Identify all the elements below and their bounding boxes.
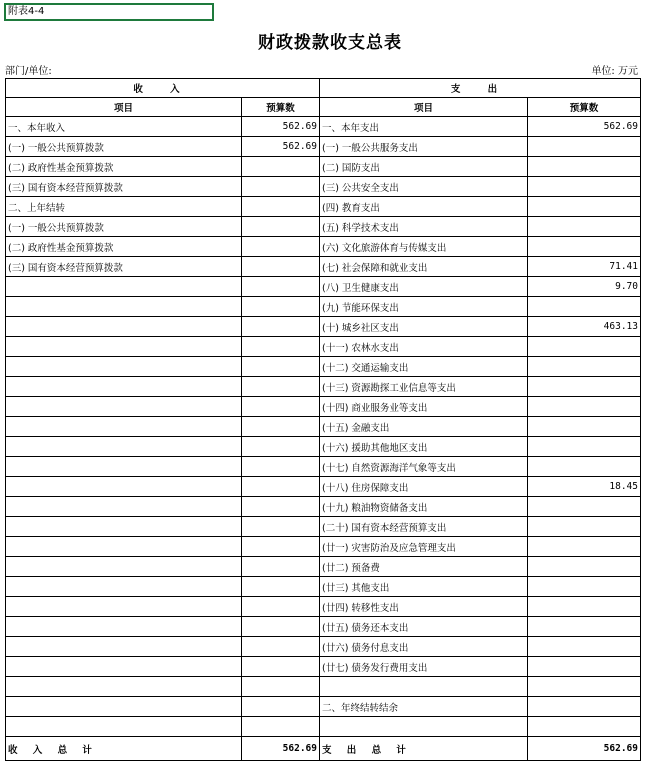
expense-value-cell[interactable] [528,657,641,677]
expense-value-cell[interactable] [528,397,641,417]
table-row [6,257,641,277]
expense-value-cell[interactable] [528,197,641,217]
income-item-cell[interactable]: (三) 国有资本经营预算拨款 [6,177,242,197]
income-item-cell[interactable] [6,457,242,477]
expense-item-cell[interactable]: (廿一) 灾害防治及应急管理支出 [320,537,528,557]
table-row [6,277,641,297]
expense-item-cell[interactable]: (十四) 商业服务业等支出 [320,397,528,417]
expense-value-cell[interactable] [528,177,641,197]
table-row [6,477,641,497]
income-value-cell[interactable] [242,337,320,357]
income-budget-header: 预算数 [242,98,320,117]
income-item-cell[interactable] [6,717,242,737]
expense-item-cell[interactable]: 一、本年支出 [320,117,528,137]
income-item-cell[interactable] [6,297,242,317]
expense-value-cell[interactable] [528,357,641,377]
income-value-cell[interactable] [242,417,320,437]
expense-value-cell[interactable] [528,377,641,397]
expense-item-cell[interactable] [320,717,528,737]
income-item-cell[interactable] [6,337,242,357]
expense-item-cell[interactable]: (二) 国防支出 [320,157,528,177]
table-row [6,397,641,417]
budget-table [5,78,641,761]
income-item-cell[interactable]: 二、上年结转 [6,197,242,217]
income-value-cell[interactable] [242,597,320,617]
income-value-cell[interactable] [242,717,320,737]
table-row [6,517,641,537]
income-item-cell[interactable] [6,277,242,297]
income-item-cell[interactable] [6,697,242,717]
total-income-value[interactable]: 562.69 [242,737,320,761]
income-value-cell[interactable] [242,577,320,597]
income-item-cell[interactable] [6,477,242,497]
income-value-cell[interactable] [242,497,320,517]
income-item-cell[interactable] [6,557,242,577]
expense-item-cell[interactable]: (一) 一般公共服务支出 [320,137,528,157]
expense-item-cell[interactable]: (廿三) 其他支出 [320,577,528,597]
page-title: 财政拨款收支总表 [258,33,402,53]
income-item-cell[interactable] [6,377,242,397]
income-value-cell[interactable] [242,257,320,277]
income-item-cell[interactable]: (二) 政府性基金预算拨款 [6,237,242,257]
unit-label: 单位: 万元 [591,66,638,77]
income-item-header: 项目 [6,98,242,117]
expense-item-cell[interactable]: (廿四) 转移性支出 [320,597,528,617]
income-value-cell[interactable] [242,397,320,417]
expense-value-cell[interactable]: 9.70 [528,277,641,297]
table-row [6,157,641,177]
expense-item-cell[interactable]: (四) 教育支出 [320,197,528,217]
income-item-cell[interactable] [6,677,242,697]
expense-value-cell[interactable] [528,237,641,257]
income-value-cell[interactable]: 562.69 [242,137,320,157]
table-row [6,537,641,557]
expense-value-cell[interactable] [528,557,641,577]
expense-value-cell[interactable] [528,297,641,317]
dept-label: 部门/单位: [5,66,52,77]
expense-value-cell[interactable] [528,577,641,597]
expense-item-cell[interactable]: (廿二) 预备费 [320,557,528,577]
income-value-cell[interactable] [242,357,320,377]
income-value-cell[interactable] [242,697,320,717]
income-item-cell[interactable] [6,437,242,457]
expense-value-cell[interactable] [528,137,641,157]
expense-value-cell[interactable] [528,457,641,477]
expense-value-cell[interactable] [528,497,641,517]
table-row [6,597,641,617]
income-value-cell[interactable] [242,557,320,577]
expense-value-cell[interactable] [528,697,641,717]
expense-value-cell[interactable] [528,637,641,657]
expense-value-cell[interactable] [528,157,641,177]
income-item-cell[interactable] [6,517,242,537]
table-row [6,137,641,157]
table-row [6,637,641,657]
expense-value-cell[interactable] [528,517,641,537]
table-row [6,717,641,737]
income-value-cell[interactable]: 562.69 [242,117,320,137]
expense-value-cell[interactable] [528,597,641,617]
table-row [6,657,641,677]
expense-item-cell[interactable]: (十) 城乡社区支出 [320,317,528,337]
table-row [6,117,641,137]
income-value-cell[interactable] [242,297,320,317]
expense-value-cell[interactable]: 18.45 [528,477,641,497]
expense-value-cell[interactable] [528,337,641,357]
income-value-cell[interactable] [242,517,320,537]
table-row [6,377,641,397]
table-row [6,497,641,517]
income-item-cell[interactable] [6,357,242,377]
expense-item-cell[interactable]: (五) 科学技术支出 [320,217,528,237]
total-income-label[interactable]: 收 入 总 计 [6,737,242,761]
income-item-cell[interactable] [6,497,242,517]
income-header: 收 入 [6,79,320,98]
expense-item-cell[interactable]: (三) 公共安全支出 [320,177,528,197]
expense-value-cell[interactable] [528,617,641,637]
expense-item-cell[interactable]: (九) 节能环保支出 [320,297,528,317]
income-item-cell[interactable] [6,317,242,337]
table-row [6,237,641,257]
expense-item-cell[interactable]: (七) 社会保障和就业支出 [320,257,528,277]
income-value-cell[interactable] [242,617,320,637]
income-value-cell[interactable] [242,277,320,297]
expense-header: 支 出 [320,79,641,98]
income-value-cell[interactable] [242,657,320,677]
table-row [6,337,641,357]
income-item-cell[interactable] [6,597,242,617]
table-row [6,297,641,317]
expense-budget-header: 预算数 [528,98,641,117]
expense-item-cell[interactable]: (十一) 农林水支出 [320,337,528,357]
table-row [6,557,641,577]
income-item-cell[interactable]: (二) 政府性基金预算拨款 [6,157,242,177]
income-item-cell[interactable] [6,577,242,597]
expense-value-cell[interactable] [528,217,641,237]
expense-item-cell[interactable]: (八) 卫生健康支出 [320,277,528,297]
table-row [6,177,641,197]
income-item-cell[interactable]: 一、本年收入 [6,117,242,137]
income-value-cell[interactable] [242,537,320,557]
expense-item-cell[interactable]: (十七) 自然资源海洋气象等支出 [320,457,528,477]
income-value-cell[interactable] [242,437,320,457]
income-value-cell[interactable] [242,457,320,477]
selected-cell[interactable]: 附表4-4 [4,3,214,21]
income-item-cell[interactable] [6,657,242,677]
expense-item-cell[interactable]: (十六) 援助其他地区支出 [320,437,528,457]
expense-value-cell[interactable] [528,537,641,557]
income-value-cell[interactable] [242,217,320,237]
income-value-cell[interactable] [242,477,320,497]
income-item-cell[interactable] [6,537,242,557]
table-row [6,217,641,237]
income-item-cell[interactable] [6,617,242,637]
expense-item-cell[interactable]: (十三) 资源勘探工业信息等支出 [320,377,528,397]
expense-value-cell[interactable]: 463.13 [528,317,641,337]
total-expense-value[interactable]: 562.69 [528,737,641,761]
expense-item-header: 项目 [320,98,528,117]
expense-value-cell[interactable] [528,677,641,697]
expense-value-cell[interactable] [528,717,641,737]
table-row [6,457,641,477]
expense-item-cell[interactable]: (廿七) 债务发行费用支出 [320,657,528,677]
income-item-cell[interactable]: (一) 一般公共预算拨款 [6,137,242,157]
expense-value-cell[interactable]: 562.69 [528,117,641,137]
table-row [6,677,641,697]
expense-item-cell[interactable]: (二十) 国有资本经营预算支出 [320,517,528,537]
income-value-cell[interactable] [242,237,320,257]
expense-value-cell[interactable] [528,437,641,457]
table-row [6,317,641,337]
expense-item-cell[interactable]: (十九) 粮油物资储备支出 [320,497,528,517]
income-item-cell[interactable]: (三) 国有资本经营预算拨款 [6,257,242,277]
table-row [6,197,641,217]
expense-value-cell[interactable] [528,417,641,437]
expense-item-cell[interactable]: 二、年终结转结余 [320,697,528,717]
table-row [6,357,641,377]
expense-value-cell[interactable]: 71.41 [528,257,641,277]
expense-item-cell[interactable]: (廿六) 债务付息支出 [320,637,528,657]
income-value-cell[interactable] [242,637,320,657]
expense-item-cell[interactable]: (六) 文化旅游体育与传媒支出 [320,237,528,257]
income-item-cell[interactable] [6,637,242,657]
income-item-cell[interactable] [6,417,242,437]
table-row [6,417,641,437]
income-value-cell[interactable] [242,177,320,197]
expense-item-cell[interactable]: (十五) 金融支出 [320,417,528,437]
table-row [6,437,641,457]
income-value-cell[interactable] [242,377,320,397]
expense-item-cell[interactable]: (廿五) 债务还本支出 [320,617,528,637]
expense-item-cell[interactable]: (十八) 住房保障支出 [320,477,528,497]
income-value-cell[interactable] [242,197,320,217]
expense-item-cell[interactable] [320,677,528,697]
income-value-cell[interactable] [242,317,320,337]
table-row [6,617,641,637]
income-value-cell[interactable] [242,677,320,697]
table-row [6,577,641,597]
income-item-cell[interactable] [6,397,242,417]
table-row [6,697,641,717]
income-value-cell[interactable] [242,157,320,177]
expense-item-cell[interactable]: (十二) 交通运输支出 [320,357,528,377]
total-expense-label[interactable]: 支 出 总 计 [320,737,528,761]
total-row [6,737,641,761]
income-item-cell[interactable]: (一) 一般公共预算拨款 [6,217,242,237]
